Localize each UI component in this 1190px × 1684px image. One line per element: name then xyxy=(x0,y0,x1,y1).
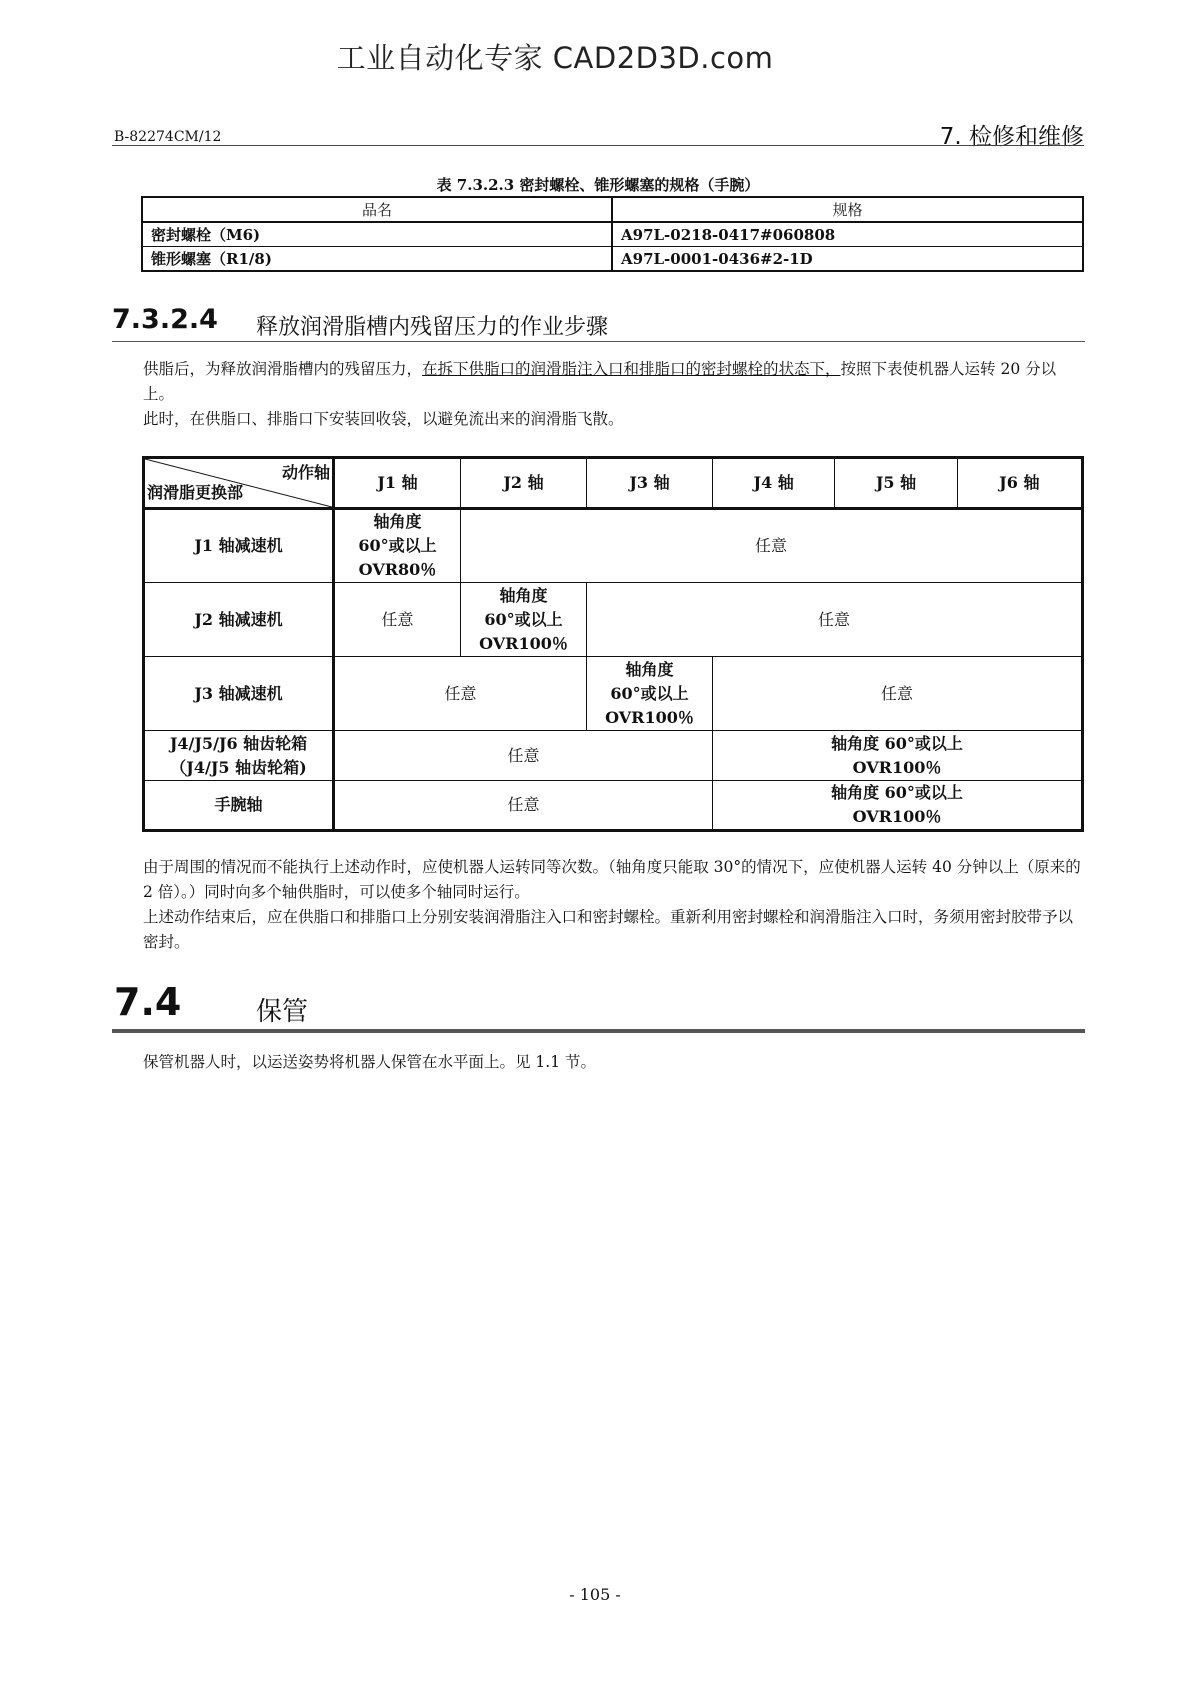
cell-line: 轴角度 xyxy=(499,585,548,605)
cell-line: OVR100％ xyxy=(852,807,942,826)
cell-line: 60°或以上 xyxy=(610,683,689,703)
table-row xyxy=(144,583,1083,657)
paragraph-text: 供脂后，为释放润滑脂槽内的残留压力， xyxy=(143,360,423,378)
column-header-j4: J4 轴 xyxy=(713,458,835,509)
corner-label-part: 润滑脂更换部 xyxy=(147,483,244,502)
page-number: - 105 - xyxy=(569,1585,621,1604)
chapter-title: 7. 检修和维修 xyxy=(939,124,1084,150)
cell-any: 任意 xyxy=(334,781,713,831)
cell-line: 60°或以上 xyxy=(358,536,437,555)
section-divider xyxy=(112,1029,1085,1033)
column-header-j1: J1 轴 xyxy=(334,458,461,509)
row-label-j1-reducer: J1 轴减速机 xyxy=(144,509,334,583)
row-label-j3-reducer: J3 轴减速机 xyxy=(144,657,334,731)
table-corner-cell xyxy=(144,458,334,509)
cell-angle-condition xyxy=(713,781,1083,831)
cell-line: （J4/J5 轴齿轮箱) xyxy=(170,757,307,777)
table-row xyxy=(144,509,1083,583)
cell-line: 轴角度 xyxy=(373,512,422,531)
cell-angle-condition xyxy=(461,583,587,657)
cell-any: 任意 xyxy=(334,583,461,657)
table-row xyxy=(142,222,1083,247)
header-divider xyxy=(112,145,1084,146)
spec-table xyxy=(141,196,1084,272)
cell-any: 任意 xyxy=(713,657,1083,731)
cell-line: 轴角度 xyxy=(625,659,674,679)
cell-line: 60°或以上 xyxy=(484,609,563,629)
cell-line: OVR80％ xyxy=(358,560,437,579)
cell-any: 任意 xyxy=(334,657,587,731)
table-row xyxy=(144,781,1083,831)
section-number: 7.4 xyxy=(114,980,182,1024)
table-row xyxy=(144,657,1083,731)
paragraph-finish: 上述动作结束后，应在供脂口和排脂口上分别安装润滑脂注入口和密封螺栓。重新利用密封螺栓和润滑脂注入口时，务须用密封胶带予以密封。 xyxy=(143,908,1074,951)
paragraph-note: 此时，在供脂口、排脂口下安装回收袋，以避免流出来的润滑脂飞散。 xyxy=(143,410,624,428)
spec-cell-name: 密封螺栓（M6) xyxy=(142,222,612,247)
row-label-j2-reducer: J2 轴减速机 xyxy=(144,583,334,657)
paragraph-intro xyxy=(143,357,1086,407)
paragraph-alternative: 由于周围的情况而不能执行上述动作时，应使机器人运转同等次数。（轴角度只能取 30°的情况下，应使机器人运转 40 分钟以上（原来的 2 倍）。）同时向多个轴供脂时，可以使多个轴同时运行。 xyxy=(143,858,1081,901)
spec-table-header-row xyxy=(142,197,1083,222)
row-label-wrist-axis: 手腕轴 xyxy=(144,781,334,831)
cell-line: J4/J5/J6 轴齿轮箱 xyxy=(169,733,308,753)
cell-any: 任意 xyxy=(461,509,1083,583)
spec-cell-spec: A97L-0001-0436#2-1D xyxy=(612,247,1083,272)
underlined-text: 在拆下供脂口的润滑脂注入口和排脂口的密封螺栓的状态下， xyxy=(422,360,841,378)
paragraph-storage: 保管机器人时，以运送姿势将机器人保管在水平面上。见 1.1 节。 xyxy=(143,1053,597,1071)
column-header-j6: J6 轴 xyxy=(957,458,1082,509)
corner-label-axis: 动作轴 xyxy=(281,463,330,482)
cell-line: 轴角度 60°或以上 xyxy=(831,733,963,753)
column-header-j5: J5 轴 xyxy=(835,458,957,509)
spec-table-caption: 表 7.3.2.3 密封螺栓、锥形螺塞的规格（手腕） xyxy=(436,176,760,194)
cell-angle-condition xyxy=(334,509,461,583)
cell-angle-condition xyxy=(713,731,1083,781)
table-row xyxy=(144,731,1083,781)
cell-angle-condition xyxy=(587,657,713,731)
document-code: B-82274CM/12 xyxy=(114,129,222,145)
cell-any: 任意 xyxy=(587,583,1083,657)
table-row xyxy=(142,247,1083,272)
column-header-j2: J2 轴 xyxy=(461,458,587,509)
cell-line: OVR100％ xyxy=(852,757,942,777)
spec-header-spec: 规格 xyxy=(612,197,1083,222)
cell-line: OVR100％ xyxy=(605,707,694,727)
spec-cell-name: 锥形螺塞（R1/8) xyxy=(142,247,612,272)
cell-line: 轴角度 60°或以上 xyxy=(831,783,963,802)
column-header-j3: J3 轴 xyxy=(587,458,713,509)
section-divider xyxy=(112,341,1085,342)
section-title: 释放润滑脂槽内残留压力的作业步骤 xyxy=(256,315,609,340)
section-title: 保管 xyxy=(256,997,309,1027)
cell-line: OVR100％ xyxy=(479,633,568,653)
axis-table-header-row xyxy=(144,458,1083,509)
cell-any: 任意 xyxy=(334,731,713,781)
spec-header-name: 品名 xyxy=(142,197,612,222)
section-number: 7.3.2.4 xyxy=(112,304,218,335)
watermark-text: 工业自动化专家 CAD2D3D.com xyxy=(336,41,774,75)
spec-cell-spec: A97L-0218-0417#060808 xyxy=(612,222,1083,247)
axis-operation-table xyxy=(142,456,1084,832)
row-label-wrist-gearbox xyxy=(144,731,334,781)
paragraph-text: 按照下表使机器人运转 20 分以上。 xyxy=(143,360,1057,403)
